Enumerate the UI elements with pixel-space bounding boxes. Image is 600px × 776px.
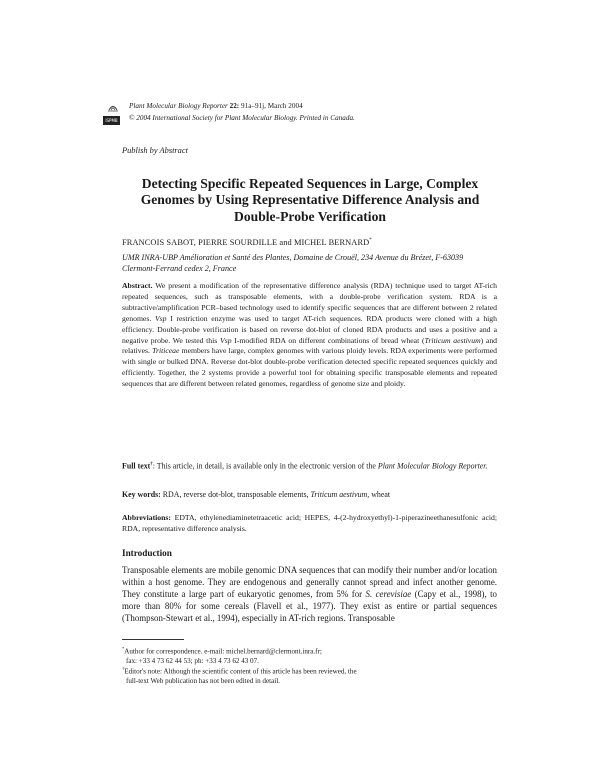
keywords: Key words: RDA, reverse dot-blot, transposable elements, Triticum aestivum, wheat: [122, 490, 391, 499]
full-text-note: Full text†: This article, in detail, is available only in the electronic version of the Plant Molecular Biology Reporter.: [122, 461, 488, 471]
footnote-divider: [122, 639, 184, 640]
journal-name: Plant Molecular Biology Reporter: [129, 102, 228, 110]
copyright-line: © 2004 International Society for Plant Molecular Biology. Printed in Canada.: [129, 114, 355, 122]
author-affiliation: UMR INRA-UBP Amélioration et Santé des Plantes, Domaine de Crouël, 234 Avenue du Brézet, F-63039 Clermont-Ferrand cedex 2, France: [122, 253, 464, 273]
abbreviations: Abbreviations: EDTA, ethylenediaminetetraacetic acid; HEPES, 4-(2-hydroxyethyl)-1-piperazineethanesulfonic acid; RDA, representative difference analysis.: [122, 513, 497, 533]
author-mark: *: [369, 238, 372, 244]
article-title: Detecting Specific Repeated Sequences in Large, Complex Genomes by Using Representative Difference Analysis and Double-Probe Verification: [140, 176, 480, 224]
journal-pages-date: 91a–91j, March 2004: [241, 102, 303, 110]
abstract: Abstract. We present a modification of the representative difference analysis (RDA) technique used to target AT-rich repeated sequences, such as transposable elements, with a double-probe verification system. RDA is a subtractive/amplification PCR–based technology used to identify specific sequences that are different between 2 related genomes. Vsp I restriction enzyme was used to target AT-rich sequences. RDA products were cloned with a high efficiency. Double-probe verification is based on reverse dot-blot of cloned RDA products and uses a positive and a negative probe. We tested this Vsp I-modified RDA on different combinations of bread wheat (Triticum aestivum) and relatives. Triticeae members have large, complex genomes with various ploidy levels. RDA experiments were performed with single or bulked DNA. Reverse dot-blot double-probe verification detected specific repeated sequences quickly and efficiently. Together, the 2 systems provide a powerful tool for obtaining specific transposable elements and repeated sequences that are different between related genomes, regardless of genome size and ploidy.: [122, 281, 498, 389]
society-logo: ISPMB: [103, 116, 120, 125]
journal-logo-icon: [107, 103, 119, 112]
publish-label: Publish by Abstract: [122, 146, 188, 155]
abstract-label: Abstract.: [122, 281, 153, 290]
journal-volume: 22:: [229, 102, 240, 110]
author-list: FRANCOIS SABOT, PIERRE SOURDILLE and MICHEL BERNARD*: [122, 238, 372, 247]
section-heading-introduction: Introduction: [122, 548, 172, 558]
journal-header: [129, 100, 519, 124]
footnote-editor: †Editor's note: Although the scientific content of this article has been reviewed, the full-text Web publication has not been edited in detail.: [122, 666, 357, 686]
introduction-text: Transposable elements are mobile genomic DNA sequences that can modify their number and/or location within a host genome. They are endogenous and generally cannot spread and infect another genome. They constitute a large part of eukaryotic genomes, from 5% for S. cerevisiae (Capy et al., 1998), to more than 80% for some cereals (Flavell et al., 1977). They exist as entire or partial sequences (Thompson-Stewart et al., 1994), especially in AT-rich regions. Transposable: [122, 565, 497, 624]
footnote-correspondence: *Author for correspondence. e-mail: michel.bernard@clermont.inra.fr; fax: +33 4 73 62 44 53; ph: +33 4 73 62 43 07.: [122, 646, 322, 666]
